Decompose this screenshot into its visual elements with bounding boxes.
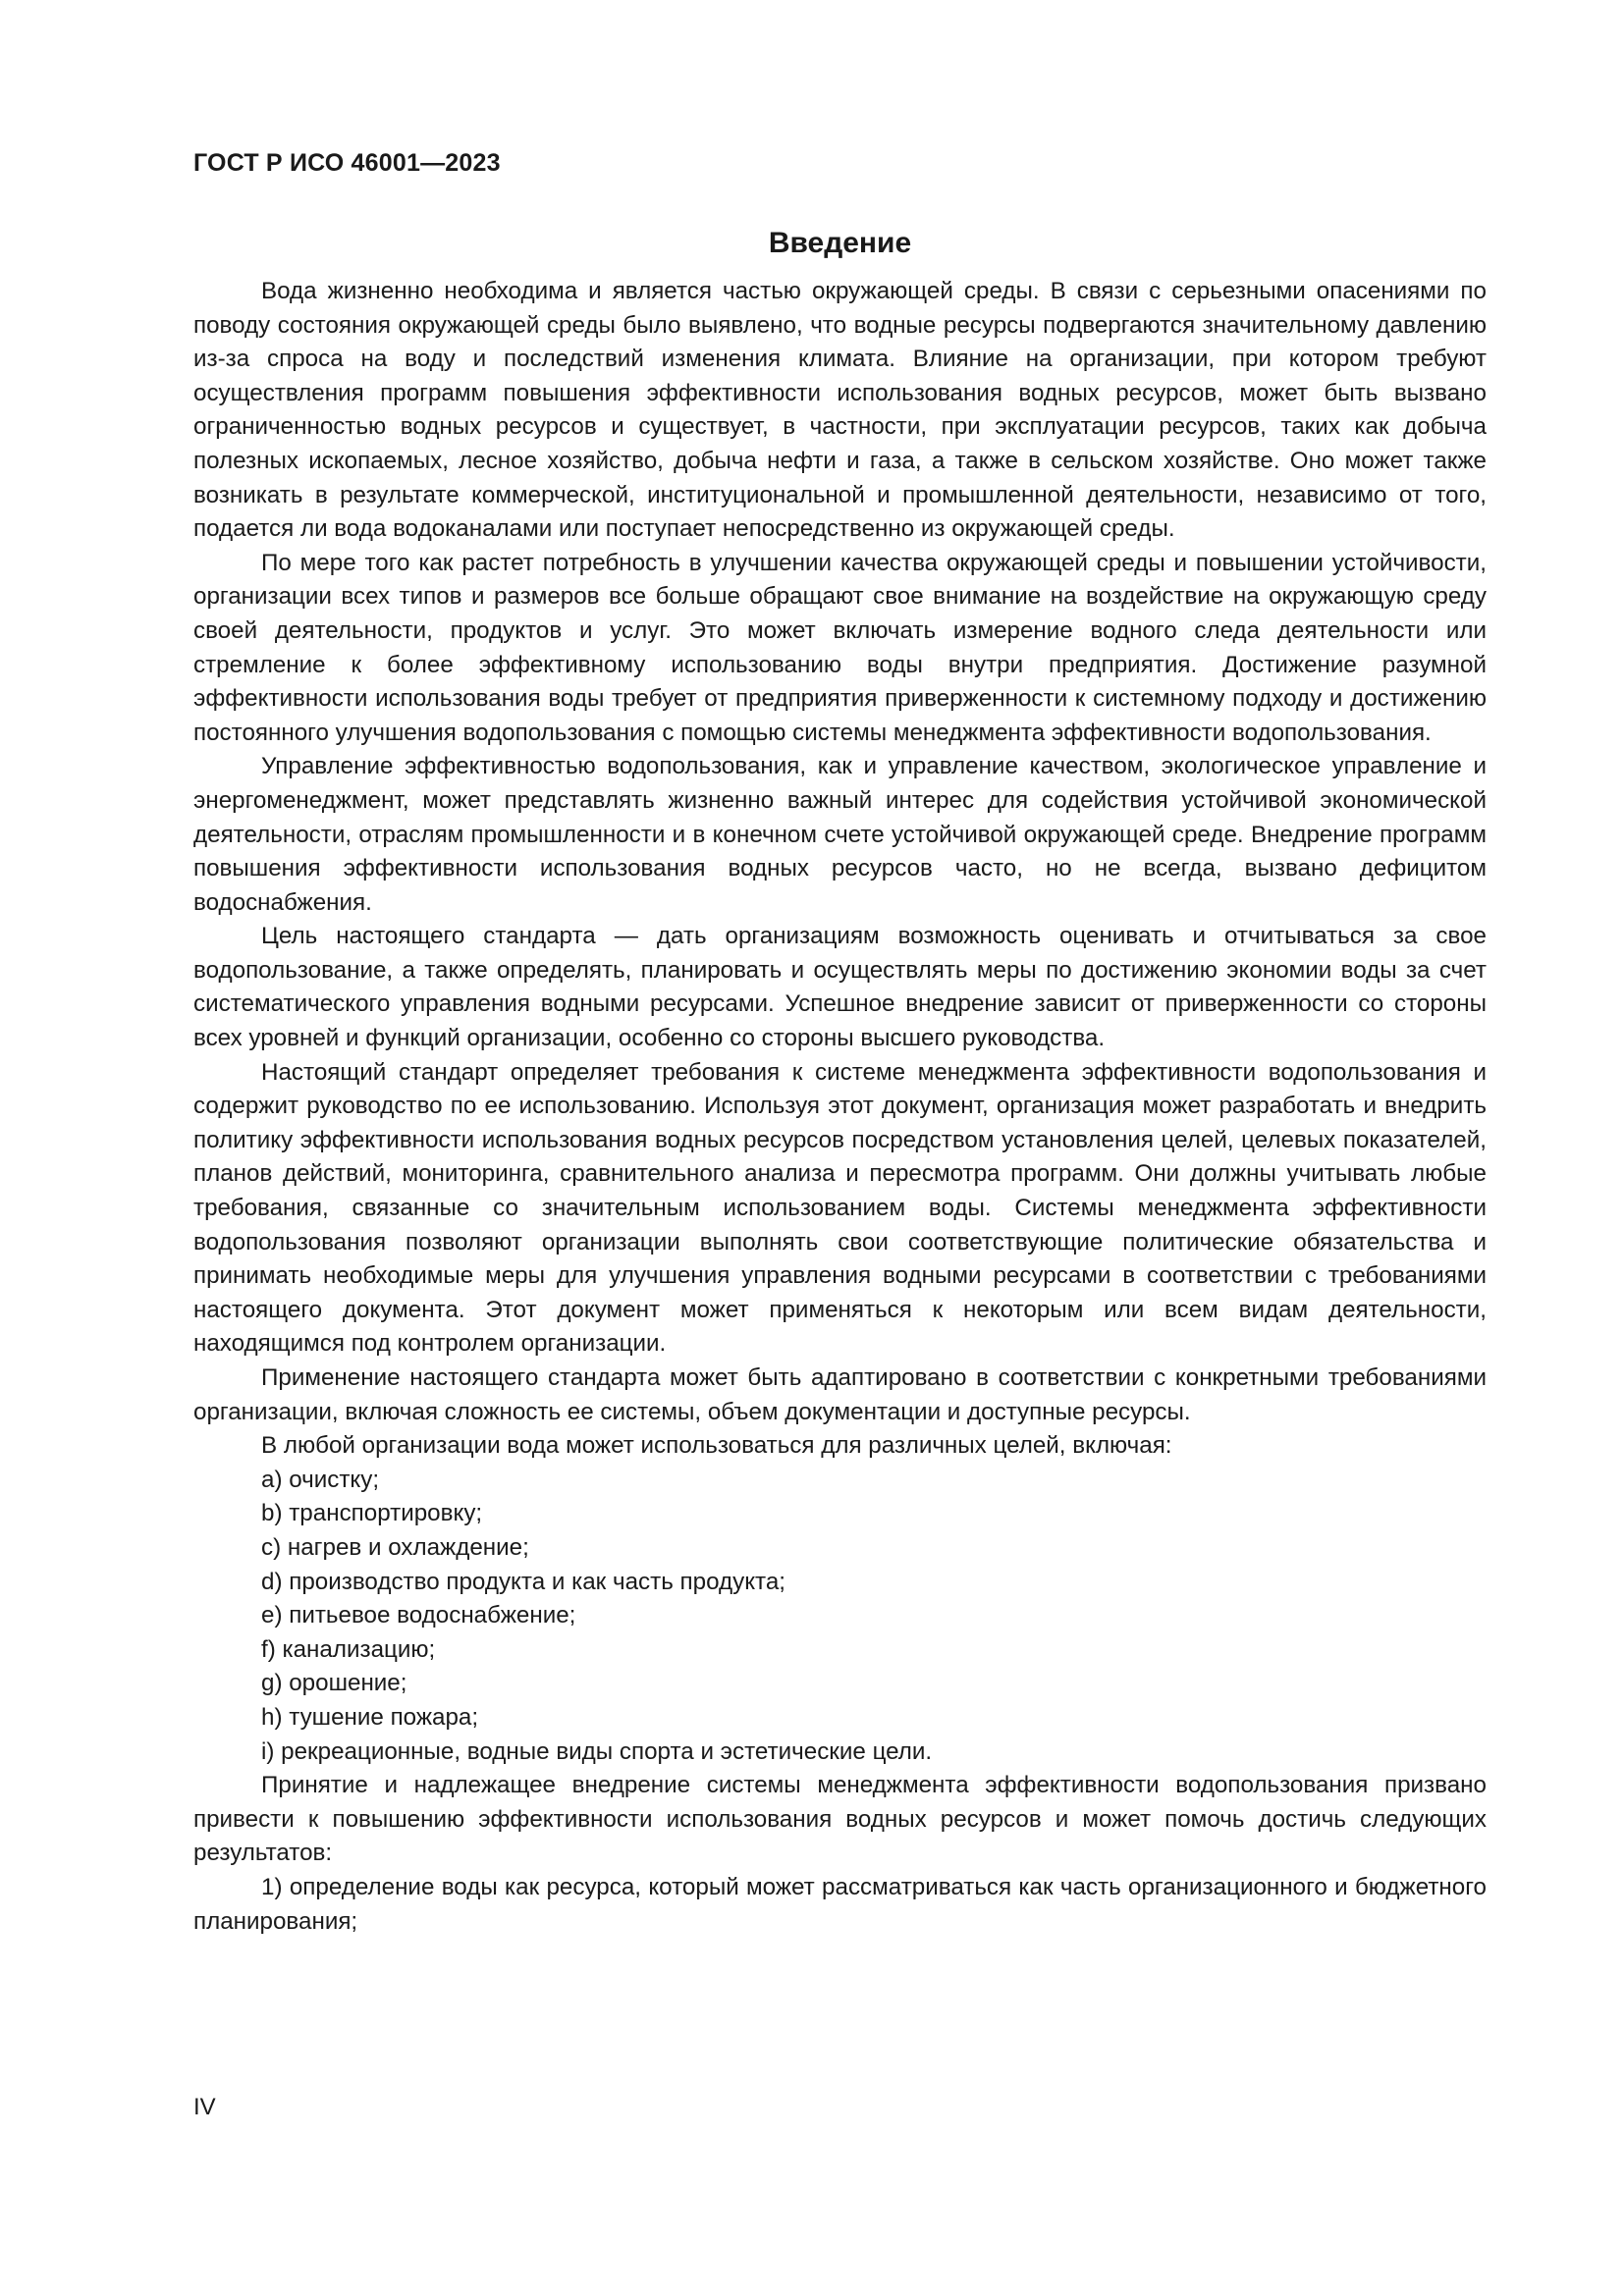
paragraph-standard-purpose: Цель настоящего стандарта — дать организациям возможность оценивать и отчитываться за свое водопользование, а также определять, планировать и осуществлять меры по достижению экономии воды за счет систематического управления водными ресурсами. Успешное внедрение зависит от приверженности со стороны всех уровней и функций организации, особенно со стороны высшего руководства.	[193, 923, 1487, 1052]
list-item: 1) определение воды как ресурса, который может рассматриваться как часть организационного и бюджетного планирования;	[193, 1873, 1487, 1935]
list-item: а) очистку;	[261, 1466, 380, 1493]
water-uses-list	[193, 1464, 1487, 1769]
paragraph-water-uses-intro: В любой организации вода может использоваться для различных целей, включая:	[261, 1432, 1172, 1460]
paragraph-sustainability: По мере того как растет потребность в улучшении качества окружающей среды и повышении устойчивости, организации всех типов и размеров все больше обращают свое внимание на воздействие на окружающую среду своей деятельности, продуктов и услуг. Это может включать измерение водного следа деятельности или стремление к более эффективному использованию воды внутри предприятия. Достижение разумной эффективности использования воды требует от предприятия приверженности к системному подходу и достижению постоянного улучшения водопользования с помощью системы менеджмента эффективности водопользования.	[193, 549, 1487, 746]
list-item: c) нагрев и охлаждение;	[261, 1533, 529, 1561]
list-item: g) орошение;	[261, 1670, 407, 1697]
document-code-header: ГОСТ Р ИСО 46001—2023	[193, 149, 501, 177]
list-item: e) питьевое водоснабжение;	[261, 1602, 576, 1629]
results-list	[193, 1871, 1487, 1939]
section-title: Введение	[768, 227, 912, 259]
paragraph-results-intro: Принятие и надлежащее внедрение системы менеджмента эффективности водопользования призвано привести к повышению эффективности использования водных ресурсов и может помочь достичь следующих результатов:	[193, 1772, 1487, 1867]
page-content	[193, 224, 1487, 1939]
list-item: h) тушение пожара;	[261, 1703, 479, 1731]
paragraph-water-management: Управление эффективностью водопользования, как и управление качеством, экологическое управление и энергоменеджмент, может представлять жизненно важный интерес для содействия устойчивой экономической деятельности, отраслям промышленности и в конечном счете устойчивой окружающей среде. Внедрение программ повышения эффективности использования водных ресурсов часто, но не всегда, вызвано дефицитом водоснабжения.	[193, 753, 1487, 916]
list-item: f) канализацию;	[261, 1635, 436, 1663]
paragraph-water-importance: Вода жизненно необходима и является частью окружающей среды. В связи с серьезными опасениями по поводу состояния окружающей среды было выявлено, что водные ресурсы подвергаются значительному давлению из-за спроса на воду и последствий изменения климата. Влияние на организации, при котором требуют осуществления программ повышения эффективности использования водных ресурсов, может быть вызвано ограниченностью водных ресурсов и существует, в частности, при эксплуатации ресурсов, таких как добыча полезных ископаемых, лесное хозяйство, добыча нефти и газа, а также в сельском хозяйстве. Оно может также возникать в результате коммерческой, институциональной и промышленной деятельности, независимо от того, подается ли вода водоканалами или поступает непосредственно из окружающей среды.	[193, 278, 1487, 543]
page-number: IV	[193, 2094, 216, 2120]
paragraph-adaptation: Применение настоящего стандарта может быть адаптировано в соответствии с конкретными требованиями организации, включая сложность ее системы, объем документации и доступные ресурсы.	[193, 1364, 1487, 1425]
paragraph-standard-requirements: Настоящий стандарт определяет требования к системе менеджмента эффективности водопользования и содержит руководство по ее использованию. Используя этот документ, организация может разработать и внедрить политику эффективности использования водных ресурсов посредством установления целей, целевых показателей, планов действий, мониторинга, сравнительного анализа и пересмотра программ. Они должны учитывать любые требования, связанные со значительным использованием воды. Системы менеджмента эффективности водопользования позволяют организации выполнять свои соответствующие политические обязательства и принимать необходимые меры для улучшения управления водными ресурсами в соответствии с требованиями настоящего документа. Этот документ может применяться к некоторым или всем видам деятельности, находящимся под контролем организации.	[193, 1058, 1487, 1358]
list-item: i) рекреационные, водные виды спорта и эстетические цели.	[261, 1737, 933, 1765]
list-item: d) производство продукта и как часть продукта;	[261, 1568, 786, 1595]
list-item: b) транспортировку;	[261, 1500, 483, 1527]
